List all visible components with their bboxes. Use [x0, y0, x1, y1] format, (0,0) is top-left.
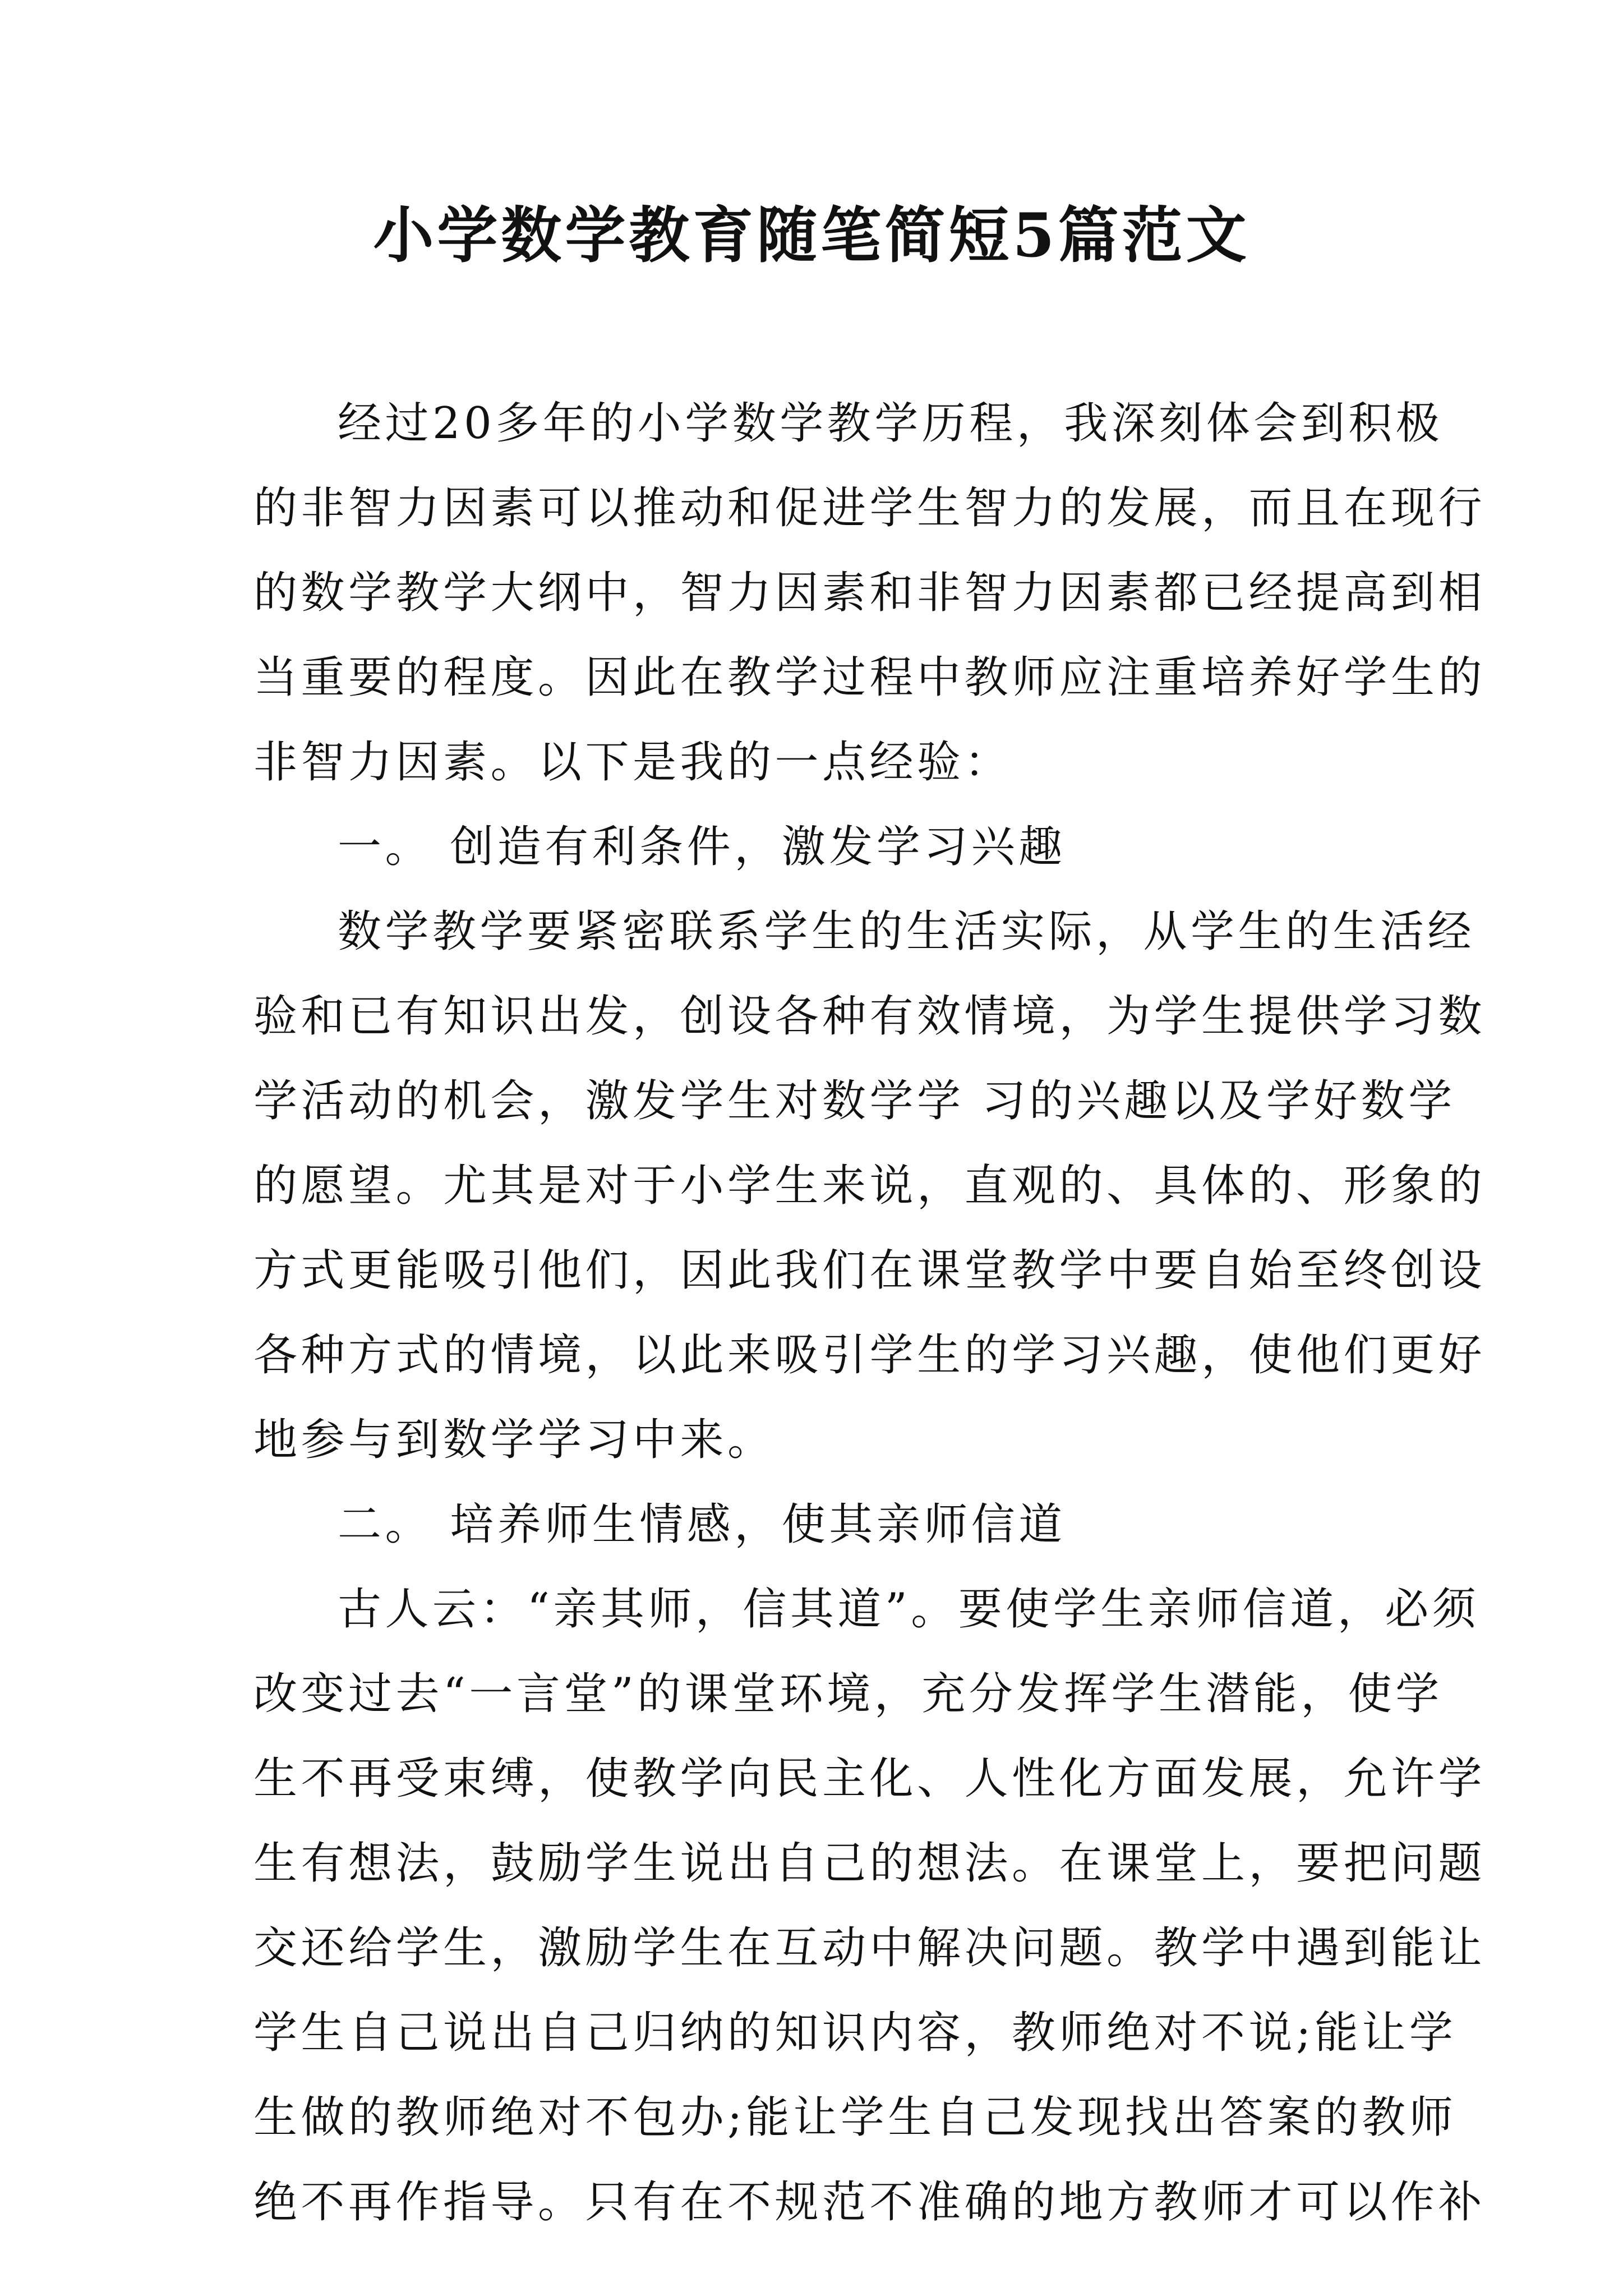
text-line: 绝不再作指导。只有在不规范不准确的地方教师才可以作补: [253, 2177, 1486, 2228]
text-line: 的愿望。尤其是对于小学生来说，直观的、具体的、形象的: [253, 1161, 1486, 1211]
text-line: 改变过去“一言堂”的课堂环境，充分发挥学生潜能，使学: [253, 1669, 1443, 1719]
text-line: 交还给学生，激励学生在互动中解决问题。教学中遇到能让: [253, 1923, 1486, 1973]
text-line: 生做的教师绝对不包办;能让学生自己发现找出答案的教师: [253, 2092, 1457, 2143]
text-line: 的非智力因素可以推动和促进学生智力的发展，而且在现行: [253, 483, 1486, 533]
text-line: 一。 创造有利条件，激发学习兴趣: [338, 822, 1066, 872]
document-body: [253, 381, 1486, 2245]
text-line: 生有想法，鼓励学生说出自己的想法。在课堂上，要把问题: [253, 1838, 1486, 1889]
document-title: 小学数学教育随笔简短5篇范文: [373, 200, 1250, 271]
text-line: 古人云：“亲其师，信其道”。要使学生亲师信道，必须: [338, 1584, 1480, 1635]
text-line: 当重要的程度。因此在教学过程中教师应注重培养好学生的: [253, 652, 1486, 703]
text-line: 方式更能吸引他们，因此我们在课堂教学中要自始至终创设: [253, 1245, 1486, 1296]
text-line: 经过20多年的小学数学教学历程，我深刻体会到积极: [338, 398, 1444, 449]
text-line: 验和已有知识出发，创设各种有效情境，为学生提供学习数: [253, 991, 1486, 1042]
text-line: 学活动的机会，激发学生对数学学 习的兴趣以及学好数学: [253, 1076, 1456, 1126]
text-line: 学生自己说出自己归纳的知识内容，教师绝对不说;能让学: [253, 2008, 1457, 2058]
text-line: 各种方式的情境，以此来吸引学生的学习兴趣，使他们更好: [253, 1330, 1486, 1381]
text-line: 地参与到数学学习中来。: [253, 1415, 775, 1465]
text-line: 二。 培养师生情感，使其亲师信道: [338, 1499, 1066, 1550]
text-line: 非智力因素。以下是我的一点经验：: [253, 737, 1012, 788]
text-line: 生不再受束缚，使教学向民主化、人性化方面发展，允许学: [253, 1754, 1486, 1804]
text-line: 数学教学要紧密联系学生的生活实际，从学生的生活经: [338, 907, 1476, 957]
text-line: 的数学教学大纲中，智力因素和非智力因素都已经提高到相: [253, 568, 1486, 618]
